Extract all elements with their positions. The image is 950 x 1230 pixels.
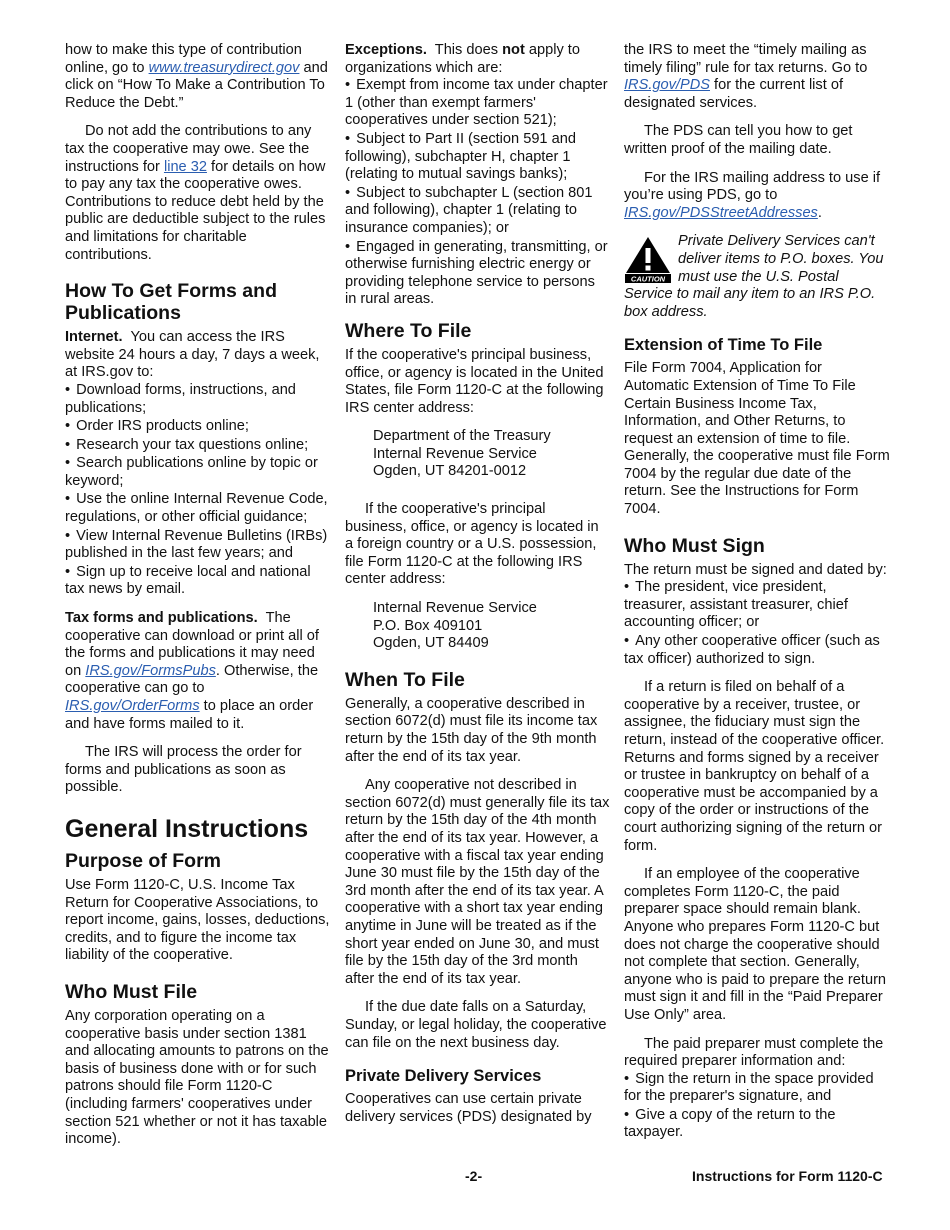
paragraph-where-1: If the cooperative's principal business, office, or agency is located in the United States, file Form 1120-C at the following IRS center address: (345, 346, 604, 416)
list-item: • View Internal Revenue Bulletins (IRBs) published in the last few years; and (65, 528, 330, 563)
list-item: • Order IRS products online; (65, 418, 330, 436)
pds-street-addresses-link[interactable]: IRS.gov/PDSStreetAddresses (624, 204, 818, 221)
paragraph-sign-4: The paid preparer must complete the required preparer information and: (624, 1035, 884, 1070)
paragraph-contribution: how to make this type of contribution online, go to www.treasurydirect.gov and click on “How To Make a Contribution To Reduce the Debt.” (65, 42, 328, 111)
address-block-1: Department of the Treasury Internal Revenue Service Ogden, UT 84201-0012 (373, 428, 551, 480)
list-item: • Sign up to receive local and national tax news by email. (65, 564, 330, 599)
paragraph-sign-2: If a return is filed on behalf of a cooperative by a receiver, trustee, or assignee, the fiduciary must sign the return, instead of the cooperative officer. Returns and forms signed by a receiver or trustee in bankruptcy on behalf of a cooperative must be accompanied by a copy of the order or instructions of the court authorizing signing of the return or form. (624, 679, 885, 854)
list-item: • Search publications online by topic or keyword; (65, 455, 330, 490)
list-item: • The president, vice president, treasurer, assistant treasurer, chief accounting officer; or (624, 579, 890, 632)
list-item: • Give a copy of the return to the taxpayer. (624, 1107, 890, 1142)
heading-who-must-sign: Who Must Sign (624, 534, 765, 557)
paragraph-who-must-file: Any corporation operating on a cooperative basis under section 1381 and allocating amounts to patrons on the basis of business done with or for such patrons should file Form 1120-C (including farmers' cooperatives under section 521 whether or not it has taxable income). (65, 1007, 329, 1148)
heading-extension-of-time: Extension of Time To File (624, 336, 823, 355)
list-item: • Any other cooperative officer (such as tax officer) authorized to sign. (624, 633, 890, 668)
paragraph-purpose: Use Form 1120-C, U.S. Income Tax Return for Cooperative Associations, to report income, gains, losses, deductions, credits, and to figure the income tax liability of the cooperative. (65, 876, 330, 964)
paragraph-where-2: If the cooperative's principal business, office, or agency is located in a foreign country or a U.S. possession, file Form 1120-C at the following IRS center address: (345, 501, 599, 588)
caution-note (624, 233, 890, 321)
heading-where-to-file: Where To File (345, 319, 472, 342)
paragraph-pds-proof: The PDS can tell you how to get written proof of the mailing date. (624, 123, 853, 157)
paragraph-process: The IRS will process the order for forms and publications as soon as possible. (65, 744, 302, 796)
paragraph-tax-forms: Tax forms and publications. The cooperative can download or print all of the forms and publications it may need on IRS.gov/FormsPubs. Otherwise, the cooperative can go to IRS.gov/OrderForms to place an order and have forms mailed to it. (65, 610, 319, 732)
list-item: • Exempt from income tax under chapter 1 (other than exempt farmers' cooperatives under section 521); (345, 77, 610, 130)
paragraph-sign: The return must be signed and dated by: (624, 561, 887, 578)
list-item: • Subject to Part II (section 591 and following), subchapter H, chapter 1 (relating to mutual savings banks); (345, 131, 610, 184)
list-item: • Use the online Internal Revenue Code, regulations, or other official guidance; (65, 491, 330, 526)
paragraph-pds-address: For the IRS mailing address to use if you’re using PDS, go to IRS.gov/PDSStreetAddresses. (624, 169, 881, 221)
heading-who-must-file: Who Must File (65, 980, 198, 1003)
heading-when-to-file: When To File (345, 668, 465, 691)
paragraph-sign-3: If an employee of the cooperative completes Form 1120-C, the paid preparer space should remain blank. Anyone who prepares Form 1120-C but does not charge the cooperative should not complete that section. Generally, anyone who is paid to prepare the return must sign it and fill in the “Paid Preparer Use Only” area. (624, 866, 887, 1023)
caution-text: Private Delivery Services can't deliver items to P.O. boxes. You must use the U.S. Postal Service to mail any item to an IRS P.O. box address. (624, 233, 884, 320)
paragraph-when-1: Generally, a cooperative described in section 6072(d) must file its income tax return by the 15th day of the 9th month after the end of its tax year. (345, 695, 598, 765)
irs-pds-link[interactable]: IRS.gov/PDS (624, 77, 710, 94)
column-2 (345, 42, 610, 1137)
column-1 (65, 42, 330, 1160)
paragraph-pds-continued: the IRS to meet the “timely mailing as timely filing” rule for tax returns. Go to IRS.gov/PDS for the current list of designated services. (624, 42, 868, 111)
list-item: • Sign the return in the space provided for the preparer's signature, and (624, 1071, 890, 1106)
address-block-2: Internal Revenue Service P.O. Box 409101 Ogden, UT 84409 (373, 600, 537, 652)
formspubs-link[interactable]: IRS.gov/FormsPubs (85, 662, 216, 679)
heading-purpose-of-form: Purpose of Form (65, 849, 222, 872)
list-item: • Engaged in generating, transmitting, or otherwise furnishing electric energy or providing telephone service to persons in rural areas. (345, 239, 610, 309)
exceptions-list (345, 77, 610, 309)
paragraph-exceptions: Exceptions. This does not apply to organizations which are: (345, 42, 580, 76)
paragraph-pds: Cooperatives can use certain private delivery services (PDS) designated by (345, 1091, 592, 1125)
sign-list (624, 579, 890, 668)
orderforms-link[interactable]: IRS.gov/OrderForms (65, 698, 200, 714)
paragraph-when-2: Any cooperative not described in section 6072(d) must generally file its tax return by the 15th day of the 4th month after the end of its tax year. However, a cooperative with a fiscal tax year ending June 30 must file by the 15th day of the 3rd month after the end of its tax year. A cooperative with a short tax year ending anytime in June will be treated as if the short year ended on June 30, and must file by the 15th day of the 3rd month after the end of its tax year. (345, 777, 610, 987)
heading-how-to-get-forms: How To Get Forms and Publications (65, 280, 277, 325)
list-item: • Subject to subchapter L (section 801 and following), chapter 1 (relating to insurance companies); or (345, 185, 610, 238)
preparer-list (624, 1071, 890, 1142)
heading-general-instructions: General Instructions (65, 814, 309, 843)
paragraph-when-3: If the due date falls on a Saturday, Sunday, or legal holiday, the cooperative can file on the next business day. (345, 999, 607, 1051)
caution-icon (624, 235, 672, 283)
page-number: -2- (465, 1168, 483, 1184)
list-item: • Research your tax questions online; (65, 437, 330, 455)
treasurydirect-link[interactable]: www.treasurydirect.gov (148, 59, 300, 76)
paragraph-extension: File Form 7004, Application for Automatic Extension of Time To File Certain Business Income Tax, Information, and Other Returns, to request an extension of time to file. Generally, the cooperative must file Form 7004 by the regular due date of the return. See the Instructions for Form 7004. (624, 360, 890, 518)
heading-private-delivery-services: Private Delivery Services (345, 1067, 542, 1086)
paragraph-debt: Do not add the contributions to any tax the cooperative may owe. See the instructions for line 32 for details on how to pay any tax the cooperative owes. Contributions to reduce debt held by the public are deductible subject to the rules and limitations for charitable contributions. (65, 123, 326, 263)
line-32-link[interactable]: line 32 (163, 158, 207, 175)
paragraph-internet: Internet. You can access the IRS website 24 hours a day, 7 days a week, at IRS.gov to: (65, 329, 320, 381)
column-3 (624, 42, 890, 1153)
list-item: • Download forms, instructions, and publications; (65, 382, 330, 417)
caution-label: CAUTION (630, 274, 666, 284)
footer-title: Instructions for Form 1120-C (692, 1168, 883, 1184)
internet-list (65, 382, 330, 599)
